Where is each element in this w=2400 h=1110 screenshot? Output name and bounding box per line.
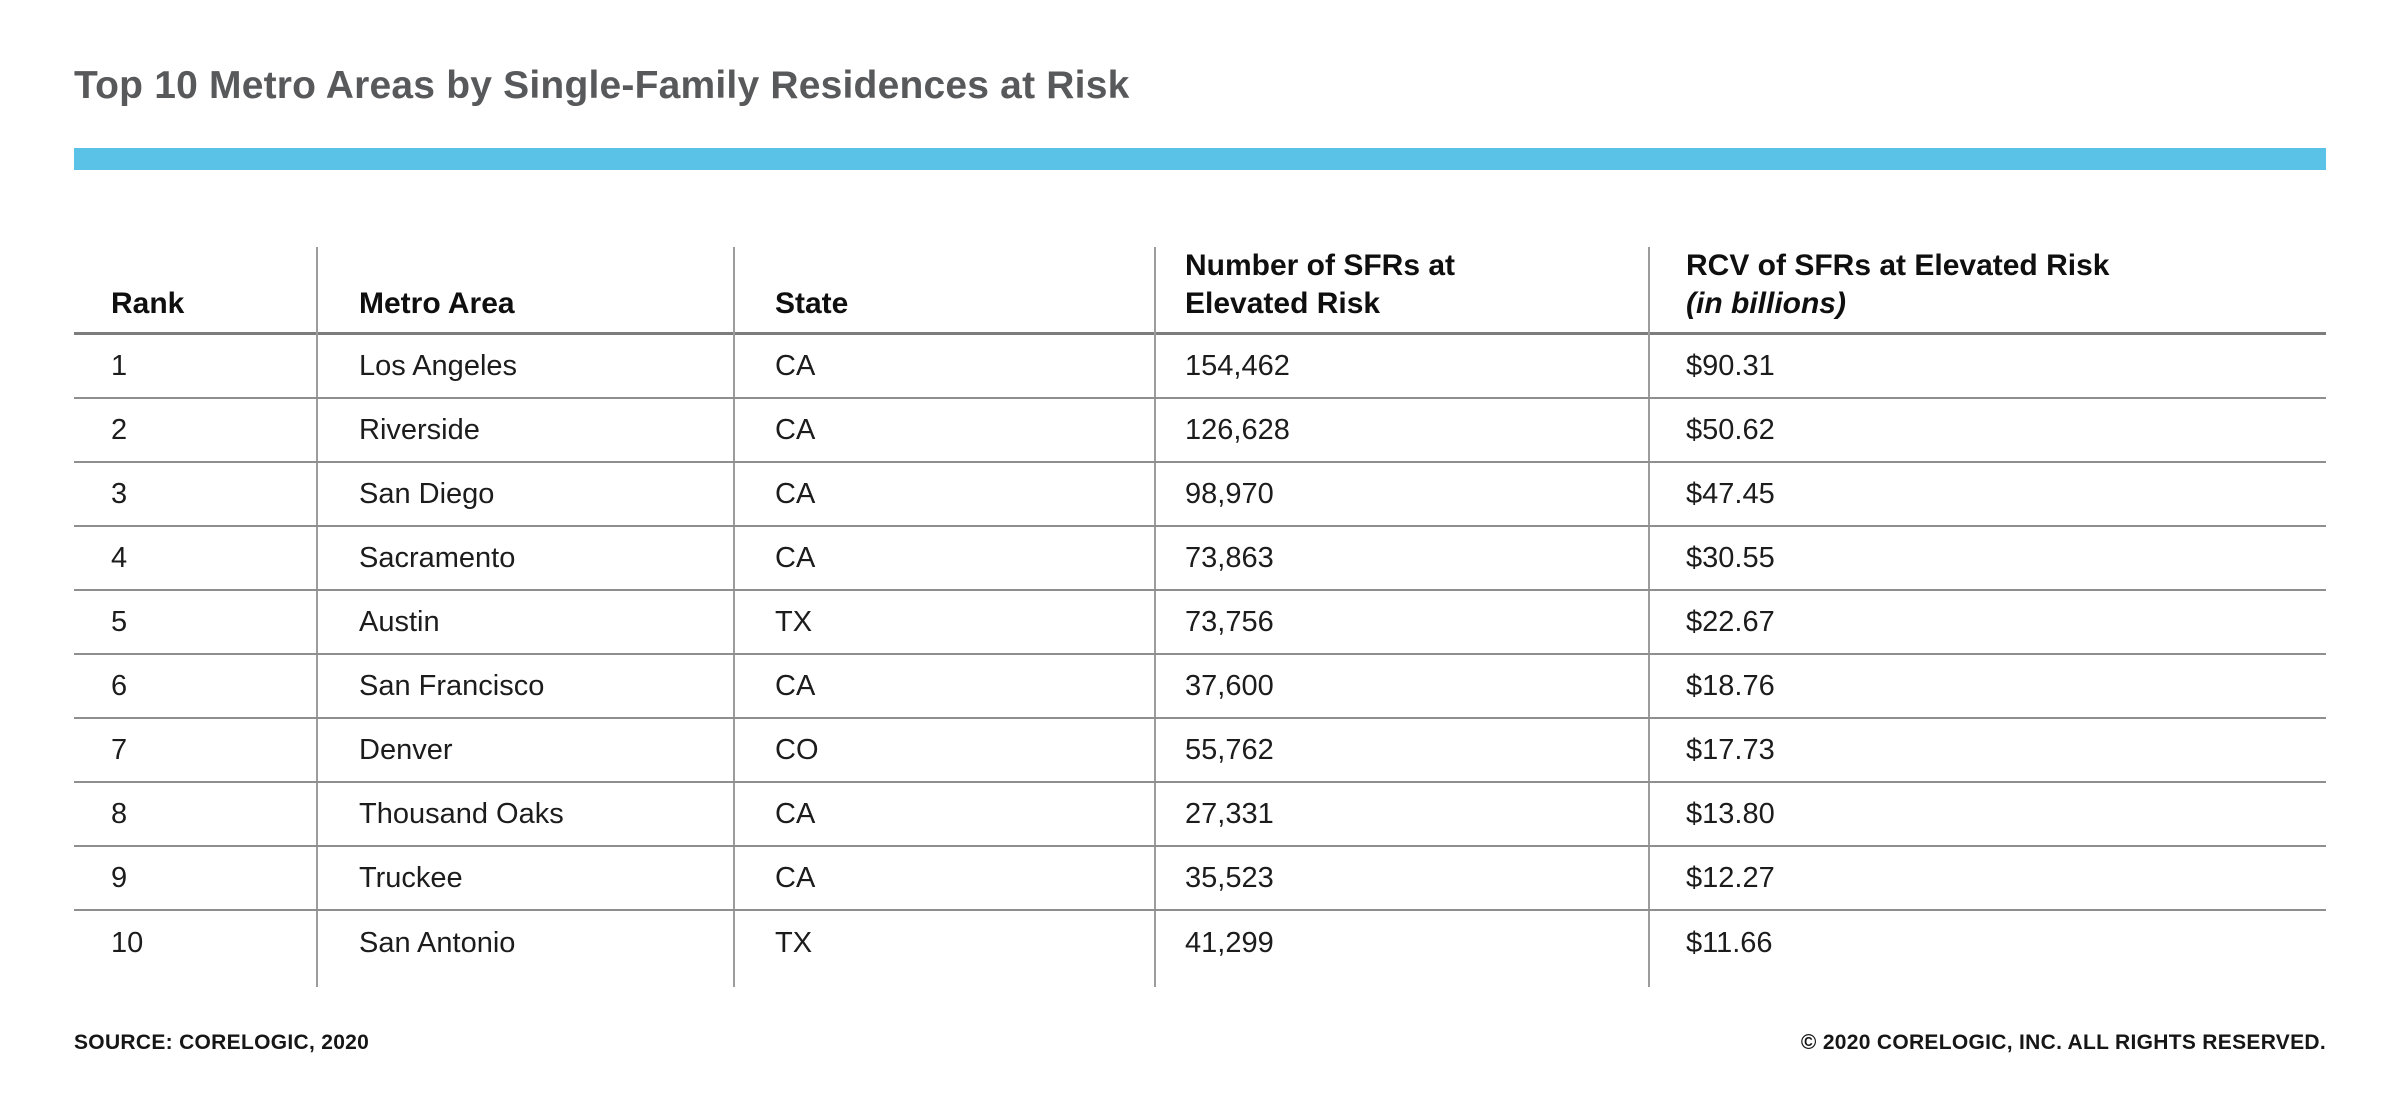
state-cell: CO [735, 719, 1156, 781]
rank-cell: 8 [74, 783, 318, 845]
metro-cell: San Diego [318, 463, 735, 525]
table-row [74, 911, 2326, 987]
rcv-cell: $18.76 [1686, 669, 1775, 702]
table-row [74, 719, 2326, 783]
rcv-cell: $47.45 [1686, 477, 1775, 510]
rcv-cell: $30.55 [1686, 541, 1775, 574]
table-row [74, 847, 2326, 911]
page-title: Top 10 Metro Areas by Single-Family Residences at Risk [74, 64, 1130, 107]
column-header-state: State [735, 247, 1156, 335]
metro-cell: Truckee [318, 847, 735, 909]
state-cell: CA [735, 847, 1156, 909]
sfr-count-cell: 73,756 [1156, 591, 1650, 653]
sfr-count-cell: 126,628 [1156, 399, 1650, 461]
rank-cell: 3 [74, 463, 318, 525]
column-header-rcv-units: (in billions) [1686, 287, 1846, 320]
rcv-cell: $17.73 [1686, 733, 1775, 766]
rcv-cell: $13.80 [1686, 797, 1775, 830]
source-attribution: SOURCE: CORELOGIC, 2020 [74, 1031, 370, 1054]
rank-cell: 2 [74, 399, 318, 461]
state-cell: TX [735, 591, 1156, 653]
state-cell: CA [735, 463, 1156, 525]
state-cell: CA [735, 399, 1156, 461]
state-cell: CA [735, 655, 1156, 717]
sfr-count-cell: 55,762 [1156, 719, 1650, 781]
rank-cell: 1 [74, 335, 318, 397]
rcv-cell: $11.66 [1686, 926, 1773, 959]
metro-cell: Sacramento [318, 527, 735, 589]
column-header-rcv: RCV of SFRs at Elevated Risk (in billions) [1686, 249, 2110, 320]
table-row [74, 655, 2326, 719]
state-cell: CA [735, 335, 1156, 397]
sfr-count-cell: 37,600 [1156, 655, 1650, 717]
sfr-count-cell: 27,331 [1156, 783, 1650, 845]
sfr-count-cell: 35,523 [1156, 847, 1650, 909]
sfr-count-cell: 154,462 [1156, 335, 1650, 397]
state-cell: CA [735, 783, 1156, 845]
accent-divider-bar [74, 148, 2326, 170]
table-row [74, 783, 2326, 847]
metro-risk-table [74, 247, 2326, 987]
metro-cell: Austin [318, 591, 735, 653]
rcv-cell: $90.31 [1686, 349, 1775, 382]
sfr-count-cell: 98,970 [1156, 463, 1650, 525]
rcv-cell: $12.27 [1686, 861, 1775, 894]
footer [74, 1031, 2326, 1055]
state-cell: TX [735, 911, 1156, 987]
rank-cell: 10 [74, 911, 318, 987]
rank-cell: 6 [74, 655, 318, 717]
table-row [74, 463, 2326, 527]
metro-cell: San Francisco [318, 655, 735, 717]
rank-cell: 4 [74, 527, 318, 589]
sfr-count-cell: 41,299 [1156, 911, 1650, 987]
column-header-sfr-count: Number of SFRs at Elevated Risk [1156, 247, 1650, 335]
column-header-rank: Rank [74, 247, 318, 335]
table-row [74, 527, 2326, 591]
report-page [0, 60, 2400, 1110]
rcv-cell: $50.62 [1686, 413, 1775, 446]
metro-cell: San Antonio [318, 911, 735, 987]
metro-cell: Denver [318, 719, 735, 781]
table-row [74, 399, 2326, 463]
rank-cell: 5 [74, 591, 318, 653]
table-row [74, 591, 2326, 655]
rank-cell: 7 [74, 719, 318, 781]
metro-cell: Los Angeles [318, 335, 735, 397]
rank-cell: 9 [74, 847, 318, 909]
metro-cell: Thousand Oaks [318, 783, 735, 845]
metro-cell: Riverside [318, 399, 735, 461]
column-header-metro-area: Metro Area [318, 247, 735, 335]
copyright-notice: © 2020 CORELOGIC, INC. ALL RIGHTS RESERVED. [1800, 1031, 2326, 1054]
sfr-count-cell: 73,863 [1156, 527, 1650, 589]
rcv-cell: $22.67 [1686, 605, 1775, 638]
table-row [74, 335, 2326, 399]
table-header-row [74, 247, 2326, 335]
state-cell: CA [735, 527, 1156, 589]
